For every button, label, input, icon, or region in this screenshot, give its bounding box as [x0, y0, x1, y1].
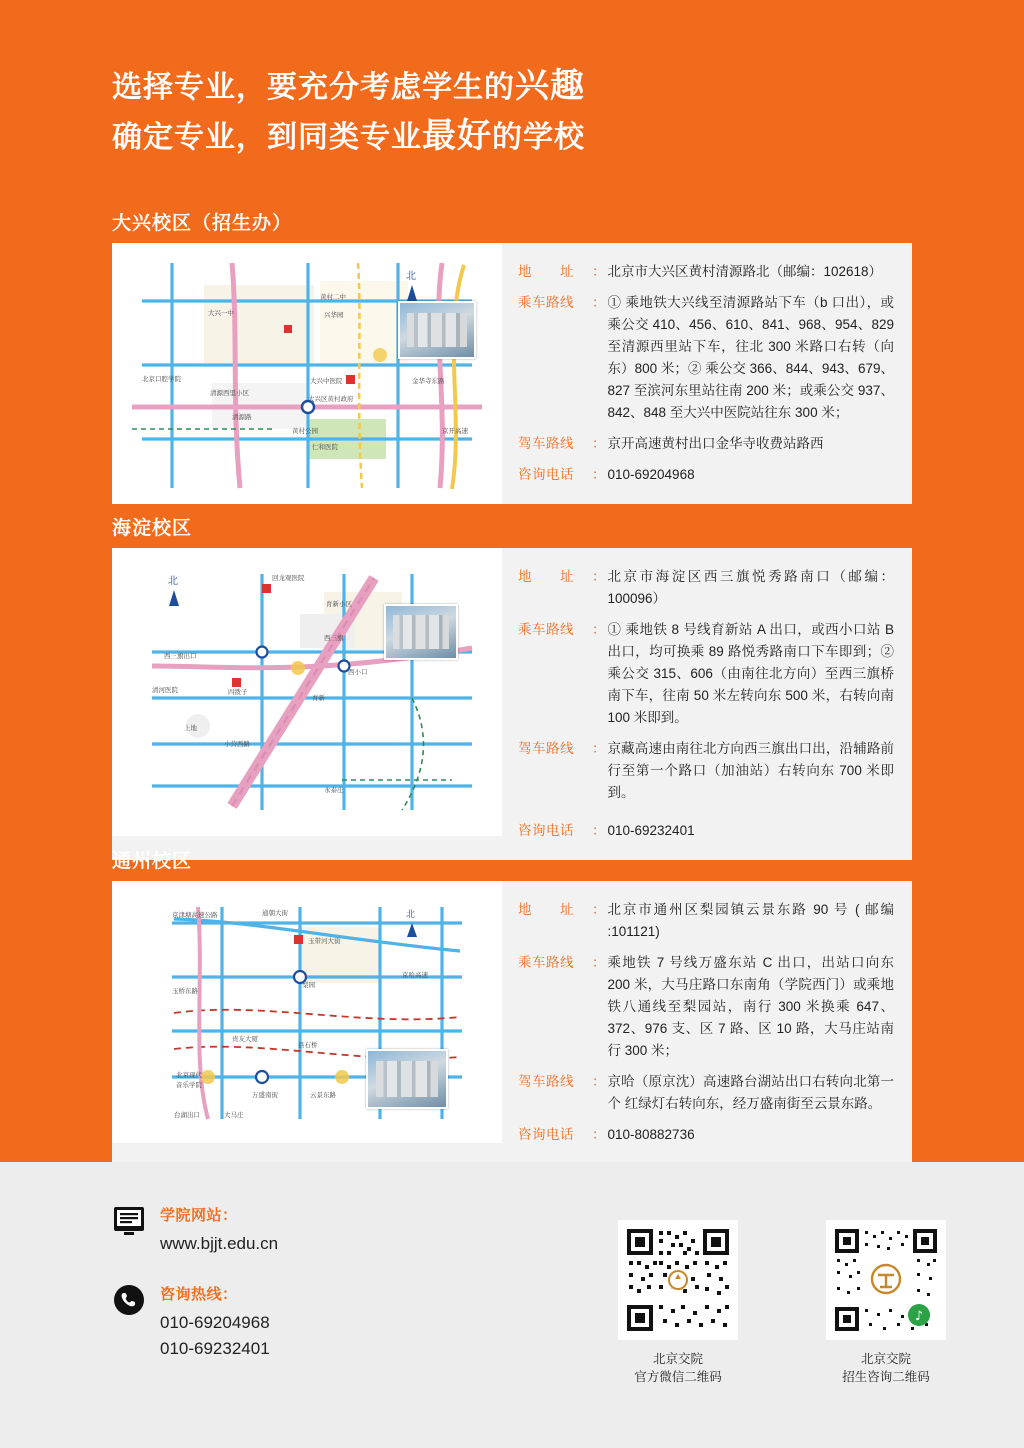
svg-text:北: 北: [406, 910, 416, 920]
svg-text:台湖出口: 台湖出口: [174, 1111, 200, 1119]
svg-text:西三旗出口: 西三旗出口: [164, 652, 197, 660]
colon-driving: ：: [592, 741, 606, 756]
colon-driving: ：: [592, 1074, 606, 1089]
qr-block-admission: [826, 1220, 946, 1386]
info-label-address: 地 址: [518, 902, 574, 917]
info-row-transit: [518, 619, 894, 729]
svg-text:育新小区: 育新小区: [326, 600, 352, 608]
map-haidian: [112, 548, 502, 836]
colon-transit: ：: [592, 622, 606, 637]
svg-text:上地: 上地: [184, 724, 197, 732]
info-row-transit: [518, 292, 894, 424]
footer-contacts: [112, 1204, 532, 1388]
svg-text:黄村公园: 黄村公园: [292, 427, 318, 435]
monitor-icon: [112, 1204, 146, 1238]
info-row-phone: [518, 820, 894, 842]
svg-text:西小口: 西小口: [348, 668, 368, 676]
footer-qr-codes: [618, 1220, 946, 1386]
footer-hotline-label: 咨询热线：: [160, 1286, 238, 1303]
qr-block-wechat: [618, 1220, 738, 1386]
svg-text:梨园: 梨园: [302, 981, 315, 989]
svg-text:京开高速: 京开高速: [442, 427, 468, 435]
info-label-driving: 驾车路线: [518, 741, 574, 756]
footer-website-label: 学院网站：: [160, 1207, 238, 1224]
svg-text:音乐学院: 音乐学院: [176, 1081, 202, 1089]
phone-icon: [112, 1283, 146, 1317]
svg-text:西三旗: 西三旗: [324, 634, 344, 642]
page-title: [112, 62, 912, 162]
info-row-address: [518, 566, 894, 610]
svg-text:育新: 育新: [312, 694, 325, 702]
headline-line-2-tail: 的学校: [492, 121, 585, 154]
campus-photo-haidian: [384, 604, 458, 660]
svg-text:♪: ♪: [914, 1309, 924, 1324]
campus-section-tongzhou: [112, 846, 912, 1164]
info-value-address: 北京市大兴区黄村清源路北（邮编：102618）: [607, 264, 883, 279]
info-value-driving: 京藏高速由南往北方向西三旗出口出，沿辅路前行至第一个路口（加油站）右转向东 700 米即到。: [607, 741, 894, 800]
svg-text:京哈高速: 京哈高速: [402, 971, 428, 979]
colon-driving: ：: [592, 436, 606, 451]
svg-text:永泰庄: 永泰庄: [324, 786, 344, 794]
qr-code-admission[interactable]: [826, 1220, 946, 1340]
svg-text:万盛南街: 万盛南街: [252, 1091, 278, 1099]
info-value-transit: ① 乘地铁大兴线至清源路站下车（b 口出），或乘公交 410、456、610、841、968、954、829 至清源西里站下车，往北 300 米路口右转（向东）800 米；② 乘公交 366、844、943、679、827 至滨河东里站往南 200 米；或乘公交 937、842、848 至大兴中医院站往东 300 米；: [607, 295, 894, 420]
colon-address: ：: [592, 902, 606, 917]
footer-website-url[interactable]: www.bjjt.edu.cn: [160, 1234, 279, 1253]
colon-address: ：: [592, 569, 606, 584]
svg-text:清源西里小区: 清源西里小区: [210, 389, 249, 397]
info-label-address: 地 址: [518, 264, 574, 279]
map-daxing: [112, 243, 502, 504]
campus-section-daxing: [112, 208, 912, 504]
info-label-transit: 乘车路线: [518, 295, 574, 310]
svg-text:玉带河大街: 玉带河大街: [308, 937, 341, 945]
info-value-transit: ① 乘地铁 8 号线育新站 A 出口，或西小口站 B 出口，均可换乘 89 路悦秀路南口下车即到；② 乘公交 315、606（由南往北方向）至西三旗桥南下车，往南 50 米左转向东 500 米，右转向南 100 米即到。: [607, 622, 894, 725]
info-row-phone: [518, 1124, 894, 1146]
svg-text:通朝大街: 通朝大街: [262, 909, 288, 917]
map-haidian-svg: [112, 548, 502, 836]
campus-info-haidian: [502, 548, 912, 860]
headline-line-2-emphasis: 最好: [422, 117, 492, 155]
headline-line-2-text: 确定专业，到同类专业: [112, 121, 422, 154]
info-row-address: [518, 261, 894, 283]
svg-text:北: 北: [406, 271, 416, 282]
colon-transit: ：: [592, 295, 606, 310]
svg-text:京津塘高速公路: 京津塘高速公路: [172, 911, 218, 919]
info-row-driving: [518, 1071, 894, 1115]
qr-caption-admission-line1: 北京交院: [860, 1352, 911, 1366]
qr-caption-wechat-line1: 北京交院: [652, 1352, 703, 1366]
footer: [0, 1162, 1024, 1448]
info-label-address: 地 址: [518, 569, 574, 584]
campus-info-tongzhou: [502, 881, 912, 1164]
qr-caption-admission-line2: 招生咨询二维码: [842, 1370, 930, 1384]
qr-code-wechat[interactable]: [618, 1220, 738, 1340]
info-row-driving: [518, 738, 894, 804]
section-title-haidian: 海淀校区: [112, 518, 193, 539]
info-value-phone: 010-69204968: [607, 467, 695, 482]
info-value-transit: 乘地铁 7 号线万盛东站 C 出口，出站口向东 200 米，大马庄路口东南角（学院西门）或乘地铁八通线至梨园站，南行 300 米换乘 647、372、976 支、区 7 路、区 10 路，大马庄站南行 300 米；: [607, 955, 894, 1058]
footer-website: [112, 1204, 532, 1257]
svg-text:小营西路: 小营西路: [224, 740, 250, 748]
campus-section-haidian: [112, 513, 912, 860]
info-value-address: 北京市通州区梨园镇云景东路 90 号 ( 邮编 :101121): [607, 902, 894, 939]
info-value-address: 北京市海淀区西三旗悦秀路南口（邮编：100096）: [607, 569, 894, 606]
headline-line-2: [112, 112, 912, 162]
svg-text:贵友大厦: 贵友大厦: [232, 1035, 258, 1043]
map-daxing-svg: [112, 243, 502, 503]
info-row-phone: [518, 464, 894, 486]
info-value-phone: 010-80882736: [607, 1127, 695, 1142]
headline-line-1-text: 选择专业，要充分考虑学生的: [112, 71, 515, 104]
svg-text:清河医院: 清河医院: [152, 686, 178, 694]
svg-text:四拨子: 四拨子: [228, 688, 248, 696]
info-value-phone: 010-69232401: [607, 823, 695, 838]
info-row-transit: [518, 952, 894, 1062]
svg-text:大兴中医院: 大兴中医院: [310, 377, 343, 385]
footer-hotline-number-2: 010-69232401: [160, 1339, 270, 1358]
info-value-driving: 京开高速黄村出口金华寺收费站路西: [607, 436, 824, 451]
footer-hotline: [112, 1283, 532, 1362]
map-tongzhou: [112, 881, 502, 1143]
campus-info-daxing: [502, 243, 912, 504]
svg-text:仁和医院: 仁和医院: [312, 443, 338, 451]
colon-phone: ：: [592, 1127, 606, 1142]
svg-text:回龙观医院: 回龙观医院: [272, 574, 305, 582]
qr-caption-admission: [826, 1350, 946, 1386]
section-title-tongzhou: 通州校区: [112, 851, 193, 872]
svg-text:兴华园: 兴华园: [324, 311, 344, 319]
svg-text:大兴区黄村政府: 大兴区黄村政府: [308, 395, 354, 403]
campus-photo-daxing: [398, 301, 476, 359]
info-label-transit: 乘车路线: [518, 622, 574, 637]
svg-text:县石桥: 县石桥: [298, 1041, 318, 1049]
svg-text:北京现代: 北京现代: [176, 1071, 202, 1079]
info-label-driving: 驾车路线: [518, 436, 574, 451]
qr-caption-wechat: [618, 1350, 738, 1386]
colon-transit: ：: [592, 955, 606, 970]
campus-photo-tongzhou: [366, 1049, 448, 1109]
svg-text:大马庄: 大马庄: [224, 1111, 244, 1119]
headline-line-1-emphasis: 兴趣: [515, 67, 585, 105]
info-label-phone: 咨询电话: [518, 1127, 574, 1142]
qr-caption-wechat-line2: 官方微信二维码: [634, 1370, 722, 1384]
svg-text:金华寺东路: 金华寺东路: [412, 377, 445, 385]
info-row-address: [518, 899, 894, 943]
svg-text:云景东路: 云景东路: [310, 1091, 336, 1099]
info-label-phone: 咨询电话: [518, 467, 574, 482]
info-label-phone: 咨询电话: [518, 823, 574, 838]
info-value-driving: 京哈（原京沈）高速路台湖站出口右转向北第一个 红绿灯右转向东，经万盛南街至云景东路。: [607, 1074, 894, 1111]
svg-text:大兴一中: 大兴一中: [208, 309, 234, 317]
info-row-driving: [518, 433, 894, 455]
colon-phone: ：: [592, 823, 606, 838]
colon-phone: ：: [592, 467, 606, 482]
section-title-daxing: 大兴校区（招生办）: [112, 213, 293, 234]
svg-text:北: 北: [168, 576, 178, 587]
svg-text:黄村二中: 黄村二中: [320, 293, 346, 301]
colon-address: ：: [592, 264, 606, 279]
headline-line-1: [112, 62, 912, 112]
info-label-transit: 乘车路线: [518, 955, 574, 970]
footer-hotline-number-1: 010-69204968: [160, 1313, 270, 1332]
svg-text:清源路: 清源路: [232, 413, 252, 421]
info-label-driving: 驾车路线: [518, 1074, 574, 1089]
svg-text:北京口腔学院: 北京口腔学院: [142, 375, 181, 383]
svg-text:玉桥东路: 玉桥东路: [172, 987, 198, 995]
